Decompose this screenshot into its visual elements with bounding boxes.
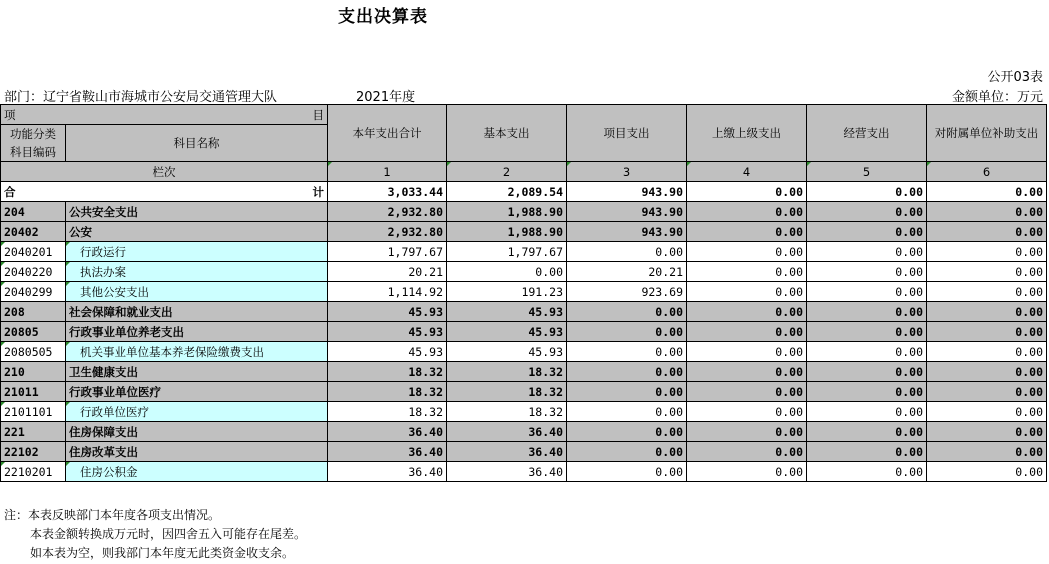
footnote-1: 注：本表反映部门本年度各项支出情况。 [4,508,221,522]
row-value-5: 0.00 [807,302,927,322]
row-value-3: 0.00 [567,362,687,382]
total-row [1,182,1047,202]
header-xiang: 项 [4,107,16,122]
row-value-1: 45.93 [328,302,447,322]
row-value-3: 943.90 [567,222,687,242]
row-value-4: 0.00 [687,402,807,422]
row-value-5: 0.00 [807,282,927,302]
row-value-3: 0.00 [567,342,687,362]
table-row [1,362,1047,382]
row-value-6: 0.00 [927,222,1047,242]
row-value-4: 0.00 [687,282,807,302]
table-row [1,402,1047,422]
header-xiang-mu-cell [1,105,328,125]
row-value-5: 0.00 [807,262,927,282]
table-row [1,382,1047,402]
row-value-6: 0.00 [927,302,1047,322]
row-value-5: 0.00 [807,342,927,362]
row-subject-name: 住房保障支出 [66,422,328,442]
row-value-5: 0.00 [807,242,927,262]
row-subject-name: 住房改革支出 [66,442,328,462]
header-func-code: 功能分类 科目编码 [1,125,66,162]
row-value-4: 0.00 [687,242,807,262]
footnotes [4,506,306,563]
row-value-4: 0.00 [687,442,807,462]
row-value-4: 0.00 [687,382,807,402]
row-value-6: 0.00 [927,362,1047,382]
row-subject-name: 住房公积金 [66,462,328,482]
row-value-5: 0.00 [807,462,927,482]
row-code: 22102 [1,442,66,462]
row-value-2: 191.23 [447,282,567,302]
total-label-cell [1,182,328,202]
row-value-1: 1,797.67 [328,242,447,262]
row-code: 208 [1,302,66,322]
row-value-1: 36.40 [328,442,447,462]
row-value-5: 0.00 [807,422,927,442]
table-row [1,302,1047,322]
header-col-1: 本年支出合计 [328,105,447,162]
row-code: 2210201 [1,462,66,482]
row-value-1: 18.32 [328,382,447,402]
row-value-6: 0.00 [927,442,1047,462]
row-value-6: 0.00 [927,382,1047,402]
row-value-4: 0.00 [687,462,807,482]
column-number-4: 4 [687,162,807,182]
row-value-2: 36.40 [447,422,567,442]
row-value-2: 0.00 [447,262,567,282]
table-body [1,105,1047,482]
row-value-6: 0.00 [927,282,1047,302]
table-row [1,282,1047,302]
total-value-5: 0.00 [807,182,927,202]
row-value-1: 2,932.80 [328,202,447,222]
row-value-5: 0.00 [807,382,927,402]
row-subject-name: 行政事业单位医疗 [66,382,328,402]
row-value-4: 0.00 [687,262,807,282]
header-row-xiang-mu [1,105,1047,125]
column-number-5: 5 [807,162,927,182]
row-value-6: 0.00 [927,262,1047,282]
table-row [1,462,1047,482]
row-code: 2101101 [1,402,66,422]
department-label: 部门：辽宁省鞍山市海城市公安局交通管理大队 [4,90,278,105]
row-value-4: 0.00 [687,422,807,442]
row-value-1: 18.32 [328,362,447,382]
year-label: 2021年度 [356,90,416,105]
column-number-3: 3 [567,162,687,182]
row-code: 210 [1,362,66,382]
row-value-5: 0.00 [807,362,927,382]
total-value-3: 943.90 [567,182,687,202]
header-col-5: 经营支出 [807,105,927,162]
header-subject-name: 科目名称 [66,125,328,162]
row-value-6: 0.00 [927,402,1047,422]
expenditure-table [0,104,1047,482]
row-subject-name: 社会保障和就业支出 [66,302,328,322]
header-lanci: 栏次 [1,162,328,182]
total-value-6: 0.00 [927,182,1047,202]
row-value-3: 20.21 [567,262,687,282]
row-value-2: 45.93 [447,302,567,322]
row-code: 2080505 [1,342,66,362]
row-value-3: 0.00 [567,382,687,402]
row-value-5: 0.00 [807,402,927,422]
table-row [1,202,1047,222]
row-value-2: 45.93 [447,322,567,342]
row-value-3: 0.00 [567,242,687,262]
row-value-1: 1,114.92 [328,282,447,302]
table-row [1,422,1047,442]
row-subject-name: 机关事业单位基本养老保险缴费支出 [66,342,328,362]
row-value-2: 18.32 [447,382,567,402]
total-value-2: 2,089.54 [447,182,567,202]
total-label-right: 计 [312,184,324,199]
row-value-6: 0.00 [927,462,1047,482]
row-code: 204 [1,202,66,222]
table-row [1,342,1047,362]
row-code: 2040299 [1,282,66,302]
row-value-2: 36.40 [447,462,567,482]
header-col-4: 上缴上级支出 [687,105,807,162]
row-value-3: 0.00 [567,462,687,482]
total-label-left: 合 [4,184,16,199]
row-value-4: 0.00 [687,202,807,222]
row-subject-name: 公安 [66,222,328,242]
row-code: 2040220 [1,262,66,282]
row-value-5: 0.00 [807,202,927,222]
row-value-1: 45.93 [328,342,447,362]
row-subject-name: 公共安全支出 [66,202,328,222]
column-number-2: 2 [447,162,567,182]
row-subject-name: 卫生健康支出 [66,362,328,382]
row-value-2: 18.32 [447,402,567,422]
row-value-6: 0.00 [927,342,1047,362]
row-value-1: 36.40 [328,422,447,442]
row-value-4: 0.00 [687,302,807,322]
row-value-4: 0.00 [687,322,807,342]
footnote-2: 本表金额转换成万元时，因四舍五入可能存在尾差。 [30,527,307,541]
row-value-3: 943.90 [567,202,687,222]
header-row-lanci [1,162,1047,182]
total-value-4: 0.00 [687,182,807,202]
row-value-4: 0.00 [687,362,807,382]
row-value-1: 20.21 [328,262,447,282]
row-value-1: 45.93 [328,322,447,342]
form-number: 公开03表 [987,70,1043,85]
header-mu: 目 [312,107,324,122]
footnote-3: 如本表为空，则我部门本年度无此类资金收支余。 [30,546,295,560]
row-value-2: 1,797.67 [447,242,567,262]
row-value-5: 0.00 [807,222,927,242]
row-value-6: 0.00 [927,422,1047,442]
row-value-3: 0.00 [567,322,687,342]
row-value-3: 0.00 [567,402,687,422]
row-subject-name: 其他公安支出 [66,282,328,302]
total-value-1: 3,033.44 [328,182,447,202]
row-value-2: 18.32 [447,362,567,382]
row-value-2: 36.40 [447,442,567,462]
table-row [1,222,1047,242]
row-value-2: 1,988.90 [447,222,567,242]
row-value-4: 0.00 [687,342,807,362]
row-code: 20805 [1,322,66,342]
row-value-6: 0.00 [927,202,1047,222]
row-value-2: 1,988.90 [447,202,567,222]
table-row [1,322,1047,342]
column-number-1: 1 [328,162,447,182]
row-value-1: 18.32 [328,402,447,422]
row-subject-name: 行政运行 [66,242,328,262]
row-subject-name: 执法办案 [66,262,328,282]
row-value-6: 0.00 [927,322,1047,342]
row-value-5: 0.00 [807,322,927,342]
header-col-6: 对附属单位补助支出 [927,105,1047,162]
table-row [1,242,1047,262]
row-code: 20402 [1,222,66,242]
row-code: 21011 [1,382,66,402]
header-col-3: 项目支出 [567,105,687,162]
column-number-6: 6 [927,162,1047,182]
row-value-5: 0.00 [807,442,927,462]
table-row [1,442,1047,462]
row-value-6: 0.00 [927,242,1047,262]
row-value-3: 923.69 [567,282,687,302]
unit-label: 金额单位：万元 [951,90,1043,105]
row-code: 221 [1,422,66,442]
table-row [1,262,1047,282]
page-title: 支出决算表 [338,7,428,27]
header-col-2: 基本支出 [447,105,567,162]
row-value-1: 2,932.80 [328,222,447,242]
row-value-2: 45.93 [447,342,567,362]
row-subject-name: 行政事业单位养老支出 [66,322,328,342]
row-subject-name: 行政单位医疗 [66,402,328,422]
row-value-4: 0.00 [687,222,807,242]
row-code: 2040201 [1,242,66,262]
row-value-1: 36.40 [328,462,447,482]
row-value-3: 0.00 [567,442,687,462]
row-value-3: 0.00 [567,422,687,442]
row-value-3: 0.00 [567,302,687,322]
